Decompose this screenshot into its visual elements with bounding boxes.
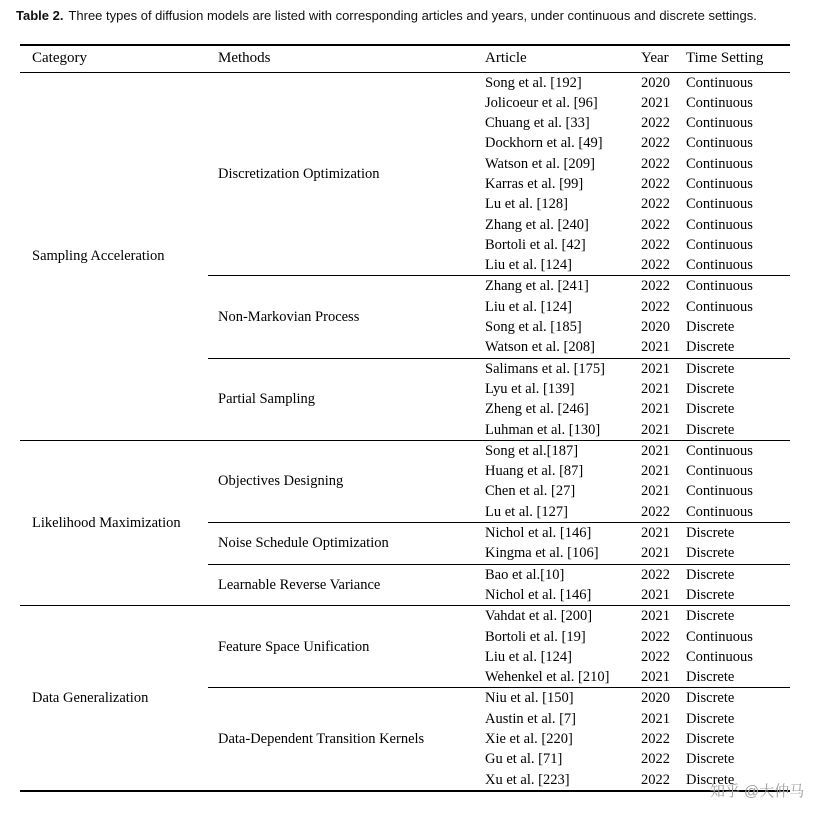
article-cell: Watson et al. [208] (485, 339, 595, 356)
table-row (20, 440, 790, 461)
method-cell: Feature Space Unification (208, 606, 480, 688)
year-cell: 2022 (641, 731, 670, 747)
year-cell: 2022 (635, 276, 679, 297)
year-cell: 2021 (635, 523, 679, 544)
header-methods: Methods (208, 45, 480, 72)
time-setting-cell: Discrete (686, 319, 735, 336)
year-cell: 2022 (635, 564, 679, 585)
article-cell: Nichol et al. [146] (485, 586, 592, 603)
category-cell: Sampling Acceleration (20, 72, 208, 440)
year-cell: 2021 (641, 380, 670, 397)
article-cell: Zhang et al. [241] (480, 276, 635, 297)
article-cell: Lu et al. [128] (485, 196, 568, 213)
year-cell: 2021 (635, 606, 679, 627)
method-cell: Discretization Optimization (208, 72, 480, 276)
article-cell: Liu et al. [124] (485, 257, 572, 274)
time-setting-cell: Continuous (679, 72, 790, 93)
time-setting-cell: Discrete (686, 421, 735, 438)
header-article: Article (480, 45, 635, 72)
time-setting-cell: Continuous (686, 155, 753, 172)
time-setting-cell: Discrete (686, 771, 735, 788)
time-setting-cell: Continuous (686, 236, 753, 253)
time-setting-cell: Discrete (686, 710, 735, 727)
time-setting-cell: Continuous (686, 628, 753, 645)
year-cell: 2022 (641, 751, 670, 768)
year-cell: 2021 (641, 710, 670, 727)
watermark-zhihu-logo: 知乎 (710, 783, 741, 800)
year-cell: 2022 (641, 771, 670, 788)
time-setting-cell: Discrete (686, 586, 735, 603)
year-cell: 2022 (641, 196, 670, 213)
article-cell: Xu et al. [223] (485, 771, 570, 788)
header-category: Category (20, 45, 208, 72)
year-cell: 2021 (641, 545, 670, 562)
year-cell: 2022 (641, 236, 670, 253)
article-cell: Song et al. [185] (485, 319, 582, 336)
time-setting-cell: Discrete (686, 731, 735, 747)
header-year: Year (635, 45, 679, 72)
caption-label: Table 2. (16, 8, 64, 23)
article-cell: Dockhorn et al. [49] (485, 135, 603, 152)
year-cell: 2022 (641, 155, 670, 172)
year-cell: 2022 (641, 298, 670, 315)
article-cell: Huang et al. [87] (485, 463, 584, 480)
article-cell: Kingma et al. [106] (485, 545, 599, 562)
year-cell: 2022 (641, 115, 670, 132)
article-cell: Zheng et al. [246] (485, 401, 589, 418)
time-setting-cell: Continuous (686, 216, 753, 233)
article-cell: Nichol et al. [146] (480, 523, 635, 544)
method-cell: Non-Markovian Process (208, 276, 480, 358)
watermark (710, 780, 804, 801)
year-cell: 2022 (641, 503, 670, 520)
year-cell: 2022 (641, 135, 670, 152)
time-setting-cell: Continuous (686, 483, 753, 500)
article-cell: Liu et al. [124] (485, 648, 572, 665)
time-setting-cell: Discrete (686, 401, 735, 418)
caption-text: Three types of diffusion models are listed with corresponding articles and years, under continuous and discrete settings. (68, 8, 757, 23)
method-cell: Data-Dependent Transition Kernels (208, 688, 480, 791)
method-cell: Objectives Designing (208, 440, 480, 522)
year-cell: 2021 (641, 483, 670, 500)
article-cell: Wehenkel et al. [210] (485, 669, 610, 686)
time-setting-cell: Discrete (679, 564, 790, 585)
article-cell: Bortoli et al. [42] (485, 236, 586, 253)
article-cell: Lyu et al. [139] (485, 380, 575, 397)
method-cell: Learnable Reverse Variance (208, 564, 480, 606)
year-cell: 2022 (641, 628, 670, 645)
header-row (20, 45, 790, 72)
year-cell: 2021 (641, 669, 670, 686)
year-cell: 2022 (641, 257, 670, 274)
article-cell: Watson et al. [209] (485, 155, 595, 172)
article-cell: Luhman et al. [130] (485, 421, 601, 438)
time-setting-cell: Discrete (686, 669, 735, 686)
article-cell: Vahdat et al. [200] (480, 606, 635, 627)
watermark-handle: @大仲马 (744, 783, 805, 800)
time-setting-cell: Continuous (686, 298, 753, 315)
year-cell: 2021 (635, 358, 679, 379)
time-setting-cell: Discrete (686, 380, 735, 397)
time-setting-cell: Continuous (686, 196, 753, 213)
time-setting-cell: Continuous (686, 648, 753, 665)
time-setting-cell: Discrete (679, 358, 790, 379)
year-cell: 2021 (641, 339, 670, 356)
article-cell: Bao et al.[10] (480, 564, 635, 585)
year-cell: 2021 (641, 586, 670, 603)
table-header (20, 45, 790, 72)
article-cell: Gu et al. [71] (485, 751, 563, 768)
article-cell: Karras et al. [99] (485, 175, 584, 192)
category-cell: Data Generalization (20, 606, 208, 791)
table-body (20, 72, 790, 791)
year-cell: 2022 (641, 216, 670, 233)
time-setting-cell: Continuous (679, 276, 790, 297)
header-time-setting: Time Setting (679, 45, 790, 72)
table-row (20, 606, 790, 627)
diffusion-models-table (20, 44, 790, 792)
article-cell: Song et al.[187] (480, 440, 635, 461)
article-cell: Salimans et al. [175] (480, 358, 635, 379)
time-setting-cell: Continuous (686, 115, 753, 132)
time-setting-cell: Continuous (686, 135, 753, 152)
article-cell: Bortoli et al. [19] (485, 628, 586, 645)
year-cell: 2022 (641, 648, 670, 665)
year-cell: 2020 (635, 688, 679, 709)
time-setting-cell: Continuous (686, 94, 753, 111)
article-cell: Xie et al. [220] (485, 731, 573, 747)
year-cell: 2021 (641, 463, 670, 480)
article-cell: Jolicoeur et al. [96] (485, 94, 598, 111)
article-cell: Chuang et al. [33] (485, 115, 590, 132)
article-cell: Zhang et al. [240] (485, 216, 589, 233)
article-cell: Chen et al. [27] (485, 483, 576, 500)
time-setting-cell: Continuous (679, 440, 790, 461)
year-cell: 2022 (641, 175, 670, 192)
year-cell: 2021 (641, 401, 670, 418)
time-setting-cell: Continuous (686, 257, 753, 274)
table-row (20, 72, 790, 93)
year-cell: 2021 (641, 421, 670, 438)
time-setting-cell: Continuous (686, 175, 753, 192)
article-cell: Song et al. [192] (480, 72, 635, 93)
article-cell: Liu et al. [124] (485, 298, 572, 315)
category-cell: Likelihood Maximization (20, 440, 208, 605)
method-cell: Noise Schedule Optimization (208, 523, 480, 565)
article-cell: Niu et al. [150] (480, 688, 635, 709)
time-setting-cell: Discrete (686, 339, 735, 356)
year-cell: 2021 (641, 94, 670, 111)
time-setting-cell: Discrete (686, 751, 735, 768)
time-setting-cell: Continuous (686, 503, 753, 520)
time-setting-cell: Discrete (686, 545, 735, 562)
article-cell: Lu et al. [127] (485, 503, 568, 520)
table-caption (16, 8, 816, 23)
year-cell: 2020 (635, 72, 679, 93)
time-setting-cell: Discrete (679, 523, 790, 544)
year-cell: 2021 (635, 440, 679, 461)
time-setting-cell: Discrete (679, 688, 790, 709)
year-cell: 2020 (641, 319, 670, 336)
time-setting-cell: Continuous (686, 463, 753, 480)
article-cell: Austin et al. [7] (485, 710, 577, 727)
time-setting-cell: Discrete (679, 606, 790, 627)
method-cell: Partial Sampling (208, 358, 480, 440)
